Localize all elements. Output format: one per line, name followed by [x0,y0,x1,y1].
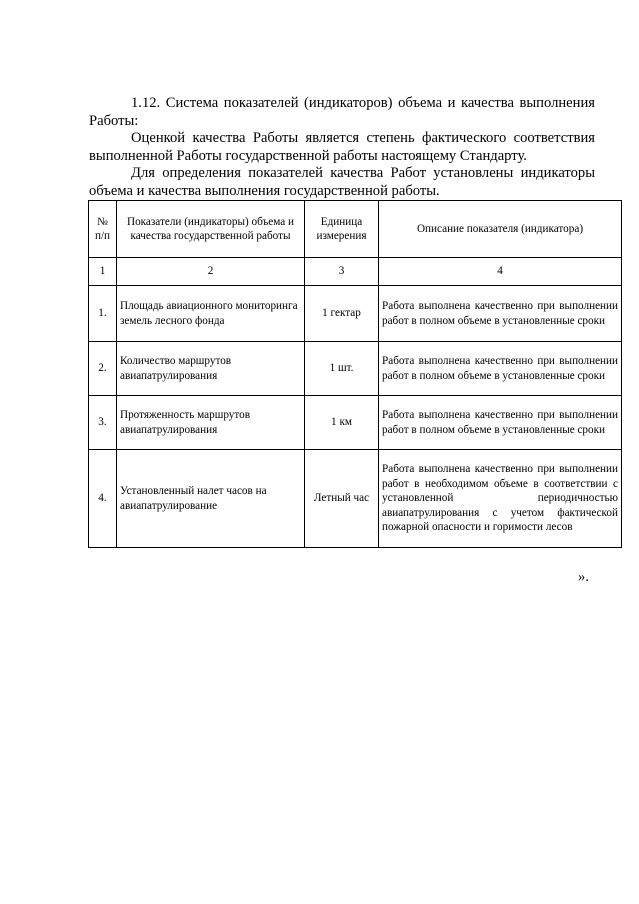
column-number: 1 [89,258,117,286]
row-unit: 1 шт. [305,342,379,396]
row-number: 1. [89,286,117,342]
table-row [89,450,622,548]
row-unit: 1 км [305,396,379,450]
row-number: 3. [89,396,117,450]
row-indicator: Количество маршрутов авиапатрулирования [117,342,305,396]
closing-quote: ». [578,569,589,585]
row-description: Работа выполнена качественно при выполнении работ в полном объеме в установленные сроки [379,286,622,342]
row-unit: Летный час [305,450,379,548]
indicators-paragraph: Для определения показателей качества Работ установлены индикаторы объема и качества выполнения государственной работы. [89,165,595,199]
row-unit: 1 гектар [305,286,379,342]
row-number: 4. [89,450,117,548]
table-row [89,286,622,342]
section-heading-paragraph: 1.12. Система показателей (индикаторов) объема и качества выполнения Работы: [89,95,595,129]
row-description: Работа выполнена качественно при выполнении работ в полном объеме в установленные сроки [379,342,622,396]
column-number-row [89,258,622,286]
header-unit: Единица измерения [305,201,379,258]
quality-assessment-paragraph: Оценкой качества Работы является степень фактического соответствия выполненной Работы государственной работы настоящему Стандарту. [89,130,595,164]
indicators-table [88,200,622,548]
intro-text [89,95,595,201]
table-header-row [89,201,622,258]
table-row [89,396,622,450]
header-indicator: Показатели (индикаторы) объема и качества государственной работы [117,201,305,258]
row-indicator: Площадь авиационного мониторинга земель лесного фонда [117,286,305,342]
row-description: Работа выполнена качественно при выполнении работ в необходимом объеме в соответствии с установленной периодичностью авиапатрулирования с учетом фактической пожарной опасности и горимости лесов [379,450,622,548]
row-indicator: Установленный налет часов на авиапатрулирование [117,450,305,548]
header-description: Описание показателя (индикатора) [379,201,622,258]
column-number: 3 [305,258,379,286]
header-number: № п/п [89,201,117,258]
table-row [89,342,622,396]
row-number: 2. [89,342,117,396]
column-number: 4 [379,258,622,286]
row-description: Работа выполнена качественно при выполнении работ в полном объеме в установленные сроки [379,396,622,450]
column-number: 2 [117,258,305,286]
row-indicator: Протяженность маршрутов авиапатрулирования [117,396,305,450]
